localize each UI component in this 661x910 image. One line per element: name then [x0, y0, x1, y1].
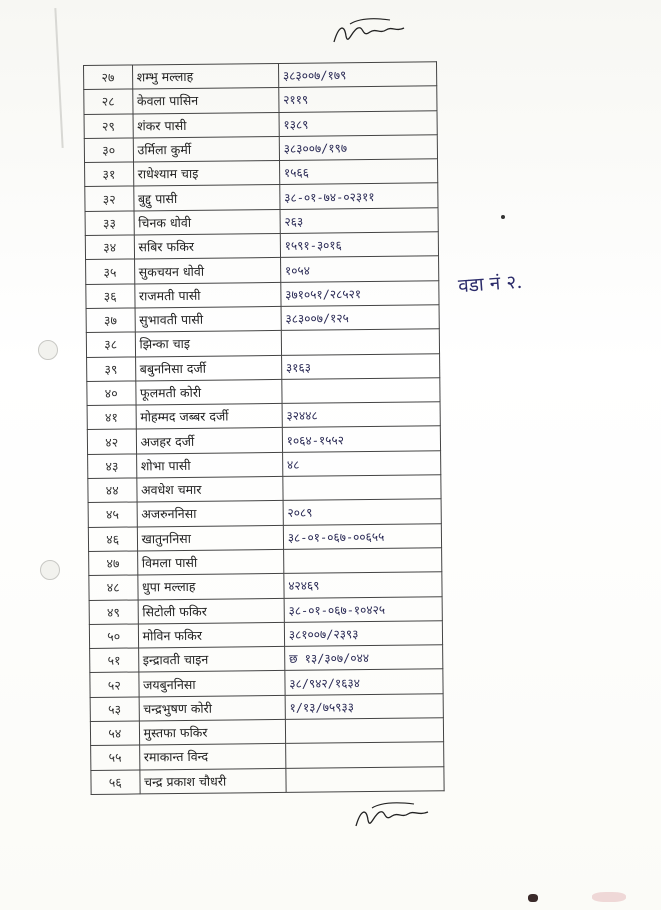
id-number-cell: ४८ — [282, 451, 440, 477]
serial-number-cell: ४८ — [89, 575, 138, 600]
serial-number-cell: ५५ — [91, 745, 140, 770]
name-cell: चिनक धोवी — [134, 209, 280, 235]
table-row — [90, 693, 443, 721]
serial-number-cell: २८ — [84, 89, 133, 114]
serial-number-cell: ३८ — [86, 332, 135, 357]
signature-bottom — [352, 792, 432, 832]
name-cell: चन्द्रभुषण कोरी — [139, 695, 285, 721]
ink-smudge — [528, 894, 538, 902]
serial-number-cell: ५१ — [90, 648, 139, 673]
name-cell: झिन्का चाइ — [135, 331, 281, 357]
serial-number-cell: ३० — [84, 138, 133, 163]
table-row — [86, 256, 439, 284]
id-number-cell: १०६४-१५५२ — [282, 426, 440, 452]
name-cell: उर्मिला कुर्मी — [133, 136, 279, 162]
name-cell: अजहर दर्जी — [136, 428, 282, 454]
table-row — [85, 232, 438, 260]
id-number-cell: ३८-०१-७४-०२३११ — [280, 183, 438, 209]
id-number-cell: २६३ — [280, 208, 438, 234]
id-number-cell: १५६६ — [279, 159, 437, 185]
table-row — [88, 475, 441, 503]
serial-number-cell: ४९ — [89, 599, 138, 624]
name-cell: राजमती पासी — [134, 282, 280, 308]
table-row — [86, 280, 439, 308]
name-cell: बुद्दु पासी — [133, 185, 279, 211]
id-number-cell — [283, 548, 441, 574]
name-cell: मोविन फकिर — [138, 622, 284, 648]
name-cell: बबुननिसा दर्जी — [135, 355, 281, 381]
table-row — [85, 208, 438, 236]
name-cell: शोभा पासी — [136, 452, 282, 478]
name-cell: शंकर पासी — [133, 112, 279, 138]
id-number-cell: १०५४ — [280, 256, 438, 282]
table-row — [84, 110, 437, 138]
id-number-cell: २११९ — [279, 86, 437, 112]
table-row — [87, 402, 440, 430]
table-row — [88, 451, 441, 479]
name-cell: जयबुननिसा — [138, 671, 284, 697]
id-number-cell: १३८९ — [279, 110, 437, 136]
name-cell: सिटोली फकिर — [138, 598, 284, 624]
id-number-cell: १५९१-३०१६ — [280, 232, 438, 258]
id-number-cell: छ १३/३०७/०४४ — [284, 645, 442, 671]
table-row — [88, 499, 441, 527]
table-row — [85, 183, 438, 211]
serial-number-cell: ३९ — [87, 357, 136, 382]
id-number-cell: ३८-०१-०६७-००६५५ — [283, 523, 441, 549]
serial-number-cell: ३४ — [85, 235, 134, 260]
name-cell: धुपा मल्लाह — [137, 574, 283, 600]
table-row — [91, 742, 444, 770]
table-row — [88, 523, 441, 551]
table-row — [89, 596, 442, 624]
punch-hole-top — [38, 340, 58, 360]
serial-number-cell: ४० — [87, 381, 136, 406]
serial-number-cell: ४६ — [88, 527, 137, 552]
id-number-cell: १/१३/७५९३३ — [285, 693, 443, 719]
ward-number-note: वडा नं २. — [457, 270, 523, 298]
serial-number-cell: ३२ — [85, 186, 134, 211]
stain — [592, 892, 626, 902]
table-row — [90, 669, 443, 697]
name-cell: सबिर फकिर — [134, 234, 280, 260]
id-number-cell: ३८/९४२/१६३४ — [285, 669, 443, 695]
serial-number-cell: ३३ — [85, 211, 134, 236]
table-row — [84, 62, 437, 90]
table-row — [89, 548, 442, 576]
id-number-cell — [282, 378, 440, 404]
name-cell: अजरुननिसा — [137, 501, 283, 527]
name-cell: केवला पासिन — [132, 88, 278, 114]
table-row — [90, 645, 443, 673]
table-row — [87, 353, 440, 381]
name-list-table — [83, 61, 445, 795]
serial-number-cell: ४४ — [88, 478, 137, 503]
table-row — [89, 572, 442, 600]
table-row — [85, 159, 438, 187]
serial-number-cell: ३५ — [86, 259, 135, 284]
name-cell: इन्द्रावती चाइन — [138, 647, 284, 673]
id-number-cell: ३८३००७/१९७ — [279, 135, 437, 161]
id-number-cell — [281, 329, 439, 355]
name-cell: विमला पासी — [137, 549, 283, 575]
serial-number-cell: २९ — [84, 114, 133, 139]
signature-top — [330, 10, 410, 50]
serial-number-cell: ५२ — [90, 672, 139, 697]
name-cell: मुस्तफा फकिर — [139, 719, 285, 745]
id-number-cell: २०८९ — [283, 499, 441, 525]
name-cell: रमाकान्त विन्द — [139, 744, 285, 770]
serial-number-cell: ५६ — [91, 770, 140, 795]
serial-number-cell: ४२ — [87, 429, 136, 454]
id-number-cell: ३७१०५१/२८५२१ — [281, 280, 439, 306]
id-number-cell — [283, 475, 441, 501]
name-cell: मोहम्मद जब्बर दर्जी — [136, 404, 282, 430]
table-row — [87, 426, 440, 454]
table-row — [87, 378, 440, 406]
table-row — [90, 718, 443, 746]
id-number-cell: ३१६३ — [281, 353, 439, 379]
ink-dot — [501, 215, 505, 219]
punch-hole-bottom — [40, 560, 60, 580]
name-cell: खातुननिसा — [137, 525, 283, 551]
table-row — [86, 305, 439, 333]
serial-number-cell: ३१ — [85, 162, 134, 187]
serial-number-cell: ५३ — [90, 697, 139, 722]
id-number-cell — [286, 766, 444, 792]
table-row — [89, 621, 442, 649]
serial-number-cell: ४३ — [88, 454, 137, 479]
name-cell: राधेश्याम चाइ — [133, 161, 279, 187]
id-number-cell — [285, 718, 443, 744]
id-number-cell: ४२४६९ — [284, 572, 442, 598]
id-number-cell: ३८-०१-०६७-१०४२५ — [284, 596, 442, 622]
id-number-cell: ३८१००७/२३९३ — [284, 621, 442, 647]
serial-number-cell: ५० — [89, 624, 138, 649]
id-number-cell — [285, 742, 443, 768]
table-row — [84, 86, 437, 114]
table-row — [91, 766, 444, 794]
name-cell: फूलमती कोरी — [135, 379, 281, 405]
table-row — [84, 135, 437, 163]
serial-number-cell: ५४ — [90, 721, 139, 746]
id-number-cell: ३८३००७/१२५ — [281, 305, 439, 331]
name-cell: शम्भु मल्लाह — [132, 63, 278, 89]
id-number-cell: ३८३००७/१७९ — [278, 62, 436, 88]
name-cell: चन्द्र प्रकाश चौधरी — [139, 768, 285, 794]
name-cell: अवधेश चमार — [136, 476, 282, 502]
name-cell: सुभावती पासी — [135, 306, 281, 332]
serial-number-cell: २७ — [84, 65, 133, 90]
name-cell: सुकचयन धोवी — [134, 258, 280, 284]
serial-number-cell: ४७ — [89, 551, 138, 576]
table-row — [86, 329, 439, 357]
serial-number-cell: ३६ — [86, 284, 135, 309]
serial-number-cell: ३७ — [86, 308, 135, 333]
serial-number-cell: ४१ — [87, 405, 136, 430]
id-number-cell: ३२४४८ — [282, 402, 440, 428]
serial-number-cell: ४५ — [88, 502, 137, 527]
